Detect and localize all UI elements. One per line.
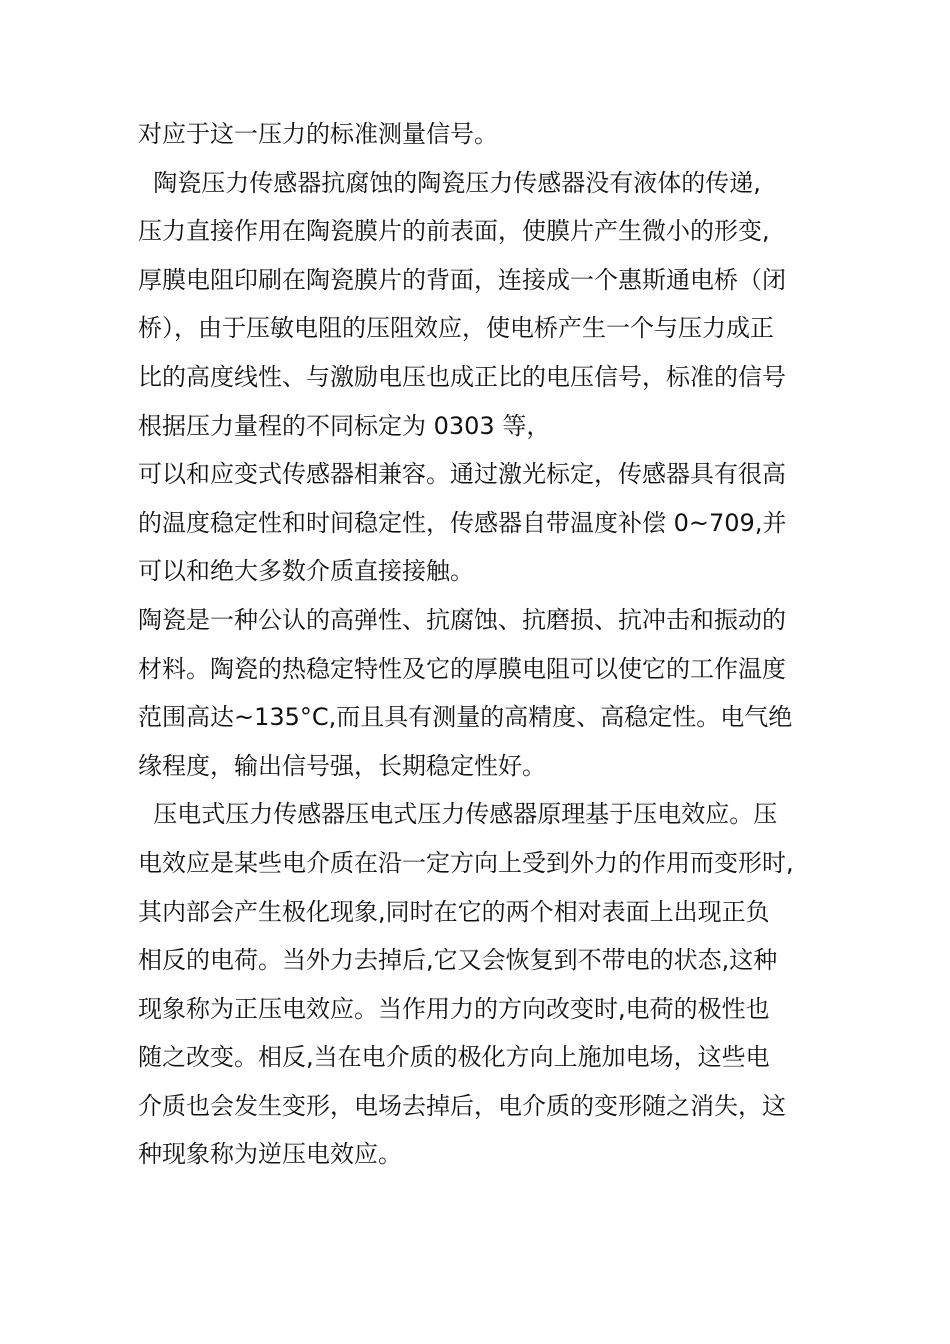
text-line: 其内部会产生极化现象,同时在它的两个相对表面上出现正负 <box>138 897 770 926</box>
text-line: 根据压力量程的不同标定为 0303 等， <box>138 411 551 440</box>
text-line: 陶瓷压力传感器抗腐蚀的陶瓷压力传感器没有液体的传递, <box>138 168 761 197</box>
text-line: 现象称为正压电效应。当作用力的方向改变时,电荷的极性也 <box>138 994 770 1023</box>
text-line: 介质也会发生变形，电场去掉后，电介质的变形随之消失，这 <box>138 1091 786 1120</box>
text-line: 比的高度线性、与激励电压也成正比的电压信号，标准的信号 <box>138 362 786 391</box>
text-line: 相反的电荷。当外力去掉后,它又会恢复到不带电的状态,这种 <box>138 946 778 975</box>
text-line: 种现象称为逆压电效应。 <box>138 1140 402 1169</box>
text-line: 压电式压力传感器压电式压力传感器原理基于压电效应。压 <box>138 800 778 829</box>
text-line: 厚膜电阻印刷在陶瓷膜片的背面，连接成一个惠斯通电桥（闭 <box>138 265 786 294</box>
text-line: 的温度稳定性和时间稳定性，传感器自带温度补偿 0~709,并 <box>138 508 787 537</box>
text-line: 材料。陶瓷的热稳定特性及它的厚膜电阻可以使它的工作温度 <box>138 654 786 683</box>
text-line: 缘程度，输出信号强，长期稳定性好。 <box>138 751 546 780</box>
text-line: 压力直接作用在陶瓷膜片的前表面，使膜片产生微小的形变, <box>138 217 770 246</box>
text-line: 对应于这一压力的标准测量信号。 <box>138 120 498 148</box>
text-line: 桥），由于压敏电阻的压阻效应，使电桥产生一个与压力成正 <box>138 314 774 343</box>
text-line: 电效应是某些电介质在沿一定方向上受到外力的作用而变形时, <box>138 848 794 877</box>
text-line: 范围高达~135°C,而且具有测量的高精度、高稳定性。电气绝 <box>138 703 793 732</box>
text-line: 陶瓷是一种公认的高弹性、抗腐蚀、抗磨损、抗冲击和振动的 <box>138 605 786 634</box>
text-body <box>138 110 838 1179</box>
text-line: 可以和应变式传感器相兼容。通过激光标定，传感器具有很高 <box>138 460 786 489</box>
text-line: 可以和绝大多数介质直接接触。 <box>138 557 474 586</box>
text-line: 随之改变。相反,当在电介质的极化方向上施加电场，这些电 <box>138 1043 770 1072</box>
